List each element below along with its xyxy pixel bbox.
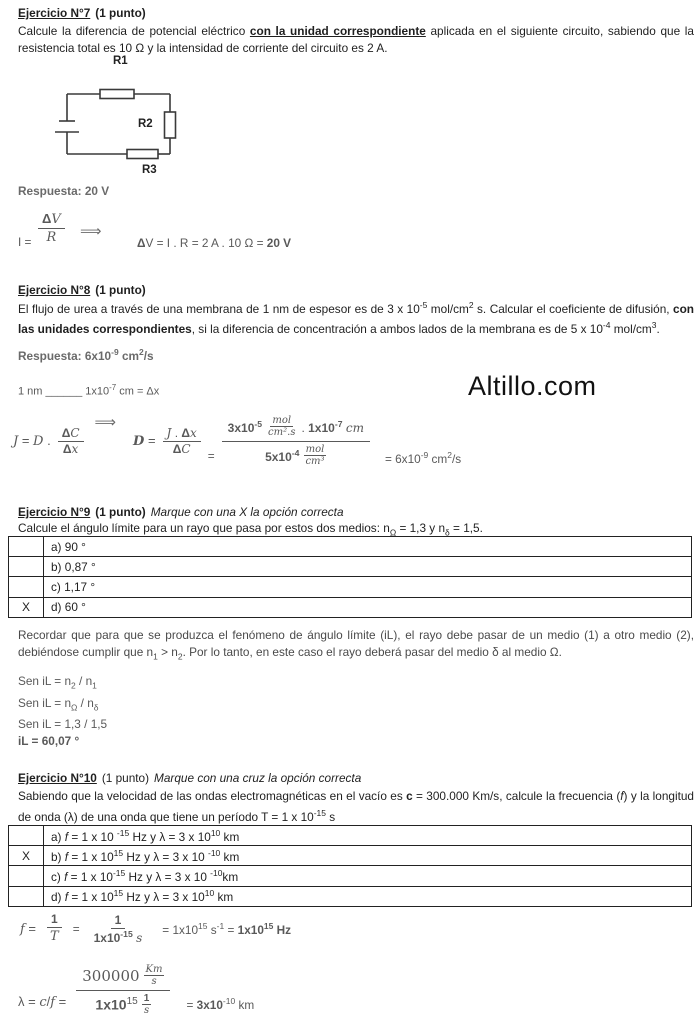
option-label: a) 90 ° bbox=[51, 539, 86, 554]
ex9-title: Ejercicio N°9 bbox=[18, 505, 91, 519]
numerator-coefficient: 300000 bbox=[82, 966, 140, 985]
fraction-denominator: Δx bbox=[62, 441, 79, 456]
option-label: c) f = 1 x $10^{-15}$ Hz y λ = 3 x 10 $^{-10}$km bbox=[51, 868, 239, 884]
resistor-r1-symbol bbox=[100, 90, 134, 99]
mini-denominator: cm².s bbox=[268, 427, 296, 438]
resistor-r2-label: R2 bbox=[138, 118, 153, 130]
mol-cm2s-fraction bbox=[266, 415, 297, 439]
denominator-coefficient: $1x10^{15}$ bbox=[95, 996, 138, 1013]
wire-bottom bbox=[67, 150, 170, 159]
option-row-c bbox=[9, 576, 691, 596]
ex10-frequency-formula bbox=[20, 908, 291, 950]
ex8-conversion-note: 1 nm ______ $1x10^{-7}$ cm = Δx bbox=[18, 383, 160, 398]
fraction-numerator: 1 bbox=[47, 912, 62, 928]
ex7-formula-lhs: I = bbox=[18, 235, 32, 249]
ex8-heading bbox=[18, 283, 146, 297]
ex8-big-fraction bbox=[222, 415, 370, 468]
resistor-r3-label: R3 bbox=[142, 164, 157, 176]
fraction-denominator: R bbox=[46, 230, 57, 246]
option-row-b bbox=[9, 556, 691, 576]
resistor-r3-symbol bbox=[127, 150, 158, 159]
big-fraction-denominator bbox=[265, 442, 326, 468]
mini-denominator: cm³ bbox=[305, 456, 325, 467]
option-row-a bbox=[9, 826, 691, 845]
option-mark-cell bbox=[9, 537, 44, 556]
frequency-result: = $1x10^{15}$ $s^{-1} = 1x10^{15}$ Hz bbox=[162, 921, 292, 937]
option-mark-cell: X bbox=[9, 846, 44, 865]
option-mark-cell bbox=[9, 826, 44, 845]
mini-numerator: mol bbox=[272, 414, 292, 426]
ex7-points: (1 punto) bbox=[95, 6, 146, 20]
ex8-formula-lhs: J = D . bbox=[13, 433, 51, 449]
ex7-heading bbox=[18, 6, 146, 20]
ex9-options-table bbox=[8, 536, 692, 618]
ex10-title: Ejercicio N°10 bbox=[18, 771, 97, 785]
one-over-s-fraction bbox=[142, 993, 152, 1017]
ex9-steps bbox=[18, 673, 107, 751]
fraction-denominator: ΔC bbox=[172, 441, 191, 456]
ex10-options-table bbox=[8, 825, 692, 907]
mini-denominator: s bbox=[143, 1005, 150, 1016]
fraction-numerator: J . Δx bbox=[163, 426, 201, 442]
equals-sign: = bbox=[207, 449, 215, 463]
option-row-a bbox=[9, 537, 691, 556]
ex7-formula-fraction bbox=[38, 211, 65, 247]
big-fraction-denominator bbox=[95, 991, 151, 1017]
circuit-diagram bbox=[50, 82, 200, 182]
ex8-title: Ejercicio N°8 bbox=[18, 283, 91, 297]
wire-right bbox=[165, 94, 176, 154]
fraction-numerator: ΔV bbox=[38, 211, 65, 229]
one-over-period-fraction bbox=[90, 913, 147, 946]
mol-cm3-fraction bbox=[303, 444, 326, 468]
ex8-fraction-jdx-dc bbox=[163, 426, 201, 457]
wavelength-result: = $3x10^{-10}$ km bbox=[186, 996, 255, 1012]
numerator-coefficient: $3x10^{-5}$ bbox=[227, 418, 263, 435]
step-line-4: iL = 60,07 ° bbox=[18, 734, 80, 749]
implies-arrow-icon: ⟹ bbox=[94, 414, 117, 431]
ex9-statement: Calcule el ángulo límite para un rayo que pasa por estos dos medios: $n_\Omega = 1,3$ y $n_\delta = 1,5$. bbox=[18, 521, 483, 538]
fraction-numerator: 1 bbox=[111, 913, 126, 929]
step-line-3: Sen iL = 1,3 / 1,5 bbox=[18, 717, 108, 732]
option-label: d) 60 ° bbox=[51, 600, 86, 615]
ex8-formula bbox=[13, 413, 461, 469]
ex8-answer: Respuesta: $6x10^{-9}$ $cm^2/s$ bbox=[18, 347, 154, 363]
mini-denominator: s bbox=[151, 976, 157, 987]
option-mark-cell bbox=[9, 577, 44, 596]
ex10-wavelength-formula bbox=[18, 958, 254, 1022]
step-line-2: Sen iL = $n_\Omega / n_\delta$ bbox=[18, 695, 99, 712]
option-label: b) f = 1 x $10^{15}$ Hz y λ = 3 x 10 $^{-10}$ km bbox=[51, 847, 240, 864]
big-fraction-numerator bbox=[222, 415, 370, 442]
option-label: d) f = 1 x $10^{15}$ Hz y λ = 3 x $10^{10}$ km bbox=[51, 888, 234, 905]
ex10-points: (1 punto) bbox=[101, 771, 150, 785]
big-fraction-numerator bbox=[76, 964, 170, 991]
ex7-formula bbox=[18, 210, 438, 254]
option-row-c bbox=[9, 865, 691, 885]
option-row-d bbox=[9, 886, 691, 906]
one-over-T-fraction bbox=[46, 912, 63, 945]
option-row-d bbox=[9, 597, 691, 617]
resistor-r2-symbol bbox=[165, 112, 176, 138]
ex7-title: Ejercicio N°7 bbox=[18, 6, 91, 20]
ex10-statement: Sabiendo que la velocidad de las ondas electromagnéticas en el vacío es c = 300.000 Km/s, calcule la frecuencia (f) y la longitud de onda (λ) de una onda que tiene un período T = 1 x $10^{-15}$ s bbox=[18, 789, 694, 824]
ex9-heading bbox=[18, 505, 344, 519]
ex7-answer: Respuesta: 20 V bbox=[18, 184, 110, 198]
option-mark-cell: X bbox=[9, 598, 44, 617]
ex9-explanation: Recordar que para que se produzca el fenómeno de ángulo límite (iL), el rayo debe pasar de un medio (1) a otro medio (2), debiéndose cumplir que $n_1 > n_2$. Por lo tanto, en este caso el rayo deberá pasar del medio δ al medio Ω. bbox=[18, 628, 694, 662]
ex8-points: (1 punto) bbox=[95, 283, 146, 297]
mini-numerator: mol bbox=[305, 443, 325, 455]
denominator-coefficient: $5x10^{-4}$ bbox=[265, 447, 300, 464]
step-line-1: Sen iL = $n_2 / n_1$ bbox=[18, 674, 97, 691]
ex9-subtitle: Marque con una X la opción correcta bbox=[150, 505, 344, 519]
option-mark-cell bbox=[9, 557, 44, 576]
mini-numerator: Km bbox=[145, 963, 163, 975]
wire-top bbox=[67, 90, 170, 99]
ex10-subtitle: Marque con una cruz la opción correcta bbox=[154, 771, 362, 785]
fraction-numerator: ΔC bbox=[58, 426, 84, 442]
implies-arrow-icon: ⟹ bbox=[80, 223, 102, 240]
ex9-points: (1 punto) bbox=[95, 505, 146, 519]
option-mark-cell bbox=[9, 866, 44, 885]
wavelength-big-fraction bbox=[76, 964, 170, 1017]
equals-sign: = bbox=[72, 922, 80, 936]
option-label: a) f = 1 x 10 $^{-15}$ Hz y λ = 3 x $10^{10}$ km bbox=[51, 827, 240, 844]
battery-symbol bbox=[55, 94, 79, 154]
ex8-fraction-dc-dx bbox=[58, 426, 84, 457]
option-row-b bbox=[9, 845, 691, 865]
ex8-formula-result: = $6x10^{-9}$ $cm^2/s$ bbox=[384, 450, 462, 466]
fraction-denominator: $1x10^{-15}$ s bbox=[93, 928, 143, 945]
option-label: c) 1,17 ° bbox=[51, 579, 96, 594]
circuit-figure bbox=[50, 52, 220, 202]
option-mark-cell bbox=[9, 887, 44, 906]
ex7-statement: Calcule la diferencia de potencial eléctrico con la unidad correspondiente aplicada en el siguiente circuito, sabiendo que la resistencia total es 10 Ω y la intensidad de corriente del circuito es 2 A. bbox=[18, 24, 694, 55]
numerator-tail: . $1x10^{-7}$ cm bbox=[301, 418, 364, 435]
altillo-watermark: Altillo.com bbox=[468, 371, 597, 401]
ex8-statement: El flujo de urea a través de una membrana de 1 nm de espesor es de 3 x $10^{-5}$ mol/$cm^2$ s. Calcular el coeficiente de difusión, con las unidades correspondientes, si la diferencia de concentración a ambos lados de la membrana es de 5 x $10^{-4}$ mol/$cm^3$. bbox=[18, 300, 695, 337]
frequency-lhs: f = bbox=[20, 921, 37, 937]
option-label: b) 0,87 ° bbox=[51, 559, 96, 574]
ex10-heading bbox=[18, 771, 361, 785]
ex7-formula-result: ΔV = I . R = 2 A . 10 Ω = 20 V bbox=[137, 236, 292, 250]
wavelength-lhs: λ = c/f = bbox=[18, 994, 67, 1010]
mini-numerator: 1 bbox=[143, 992, 150, 1004]
ex8-formula-d-lhs: D = bbox=[133, 433, 156, 449]
resistor-r1-label: R1 bbox=[113, 55, 128, 67]
km-over-s-fraction bbox=[144, 964, 165, 988]
fraction-denominator: T bbox=[50, 929, 59, 945]
